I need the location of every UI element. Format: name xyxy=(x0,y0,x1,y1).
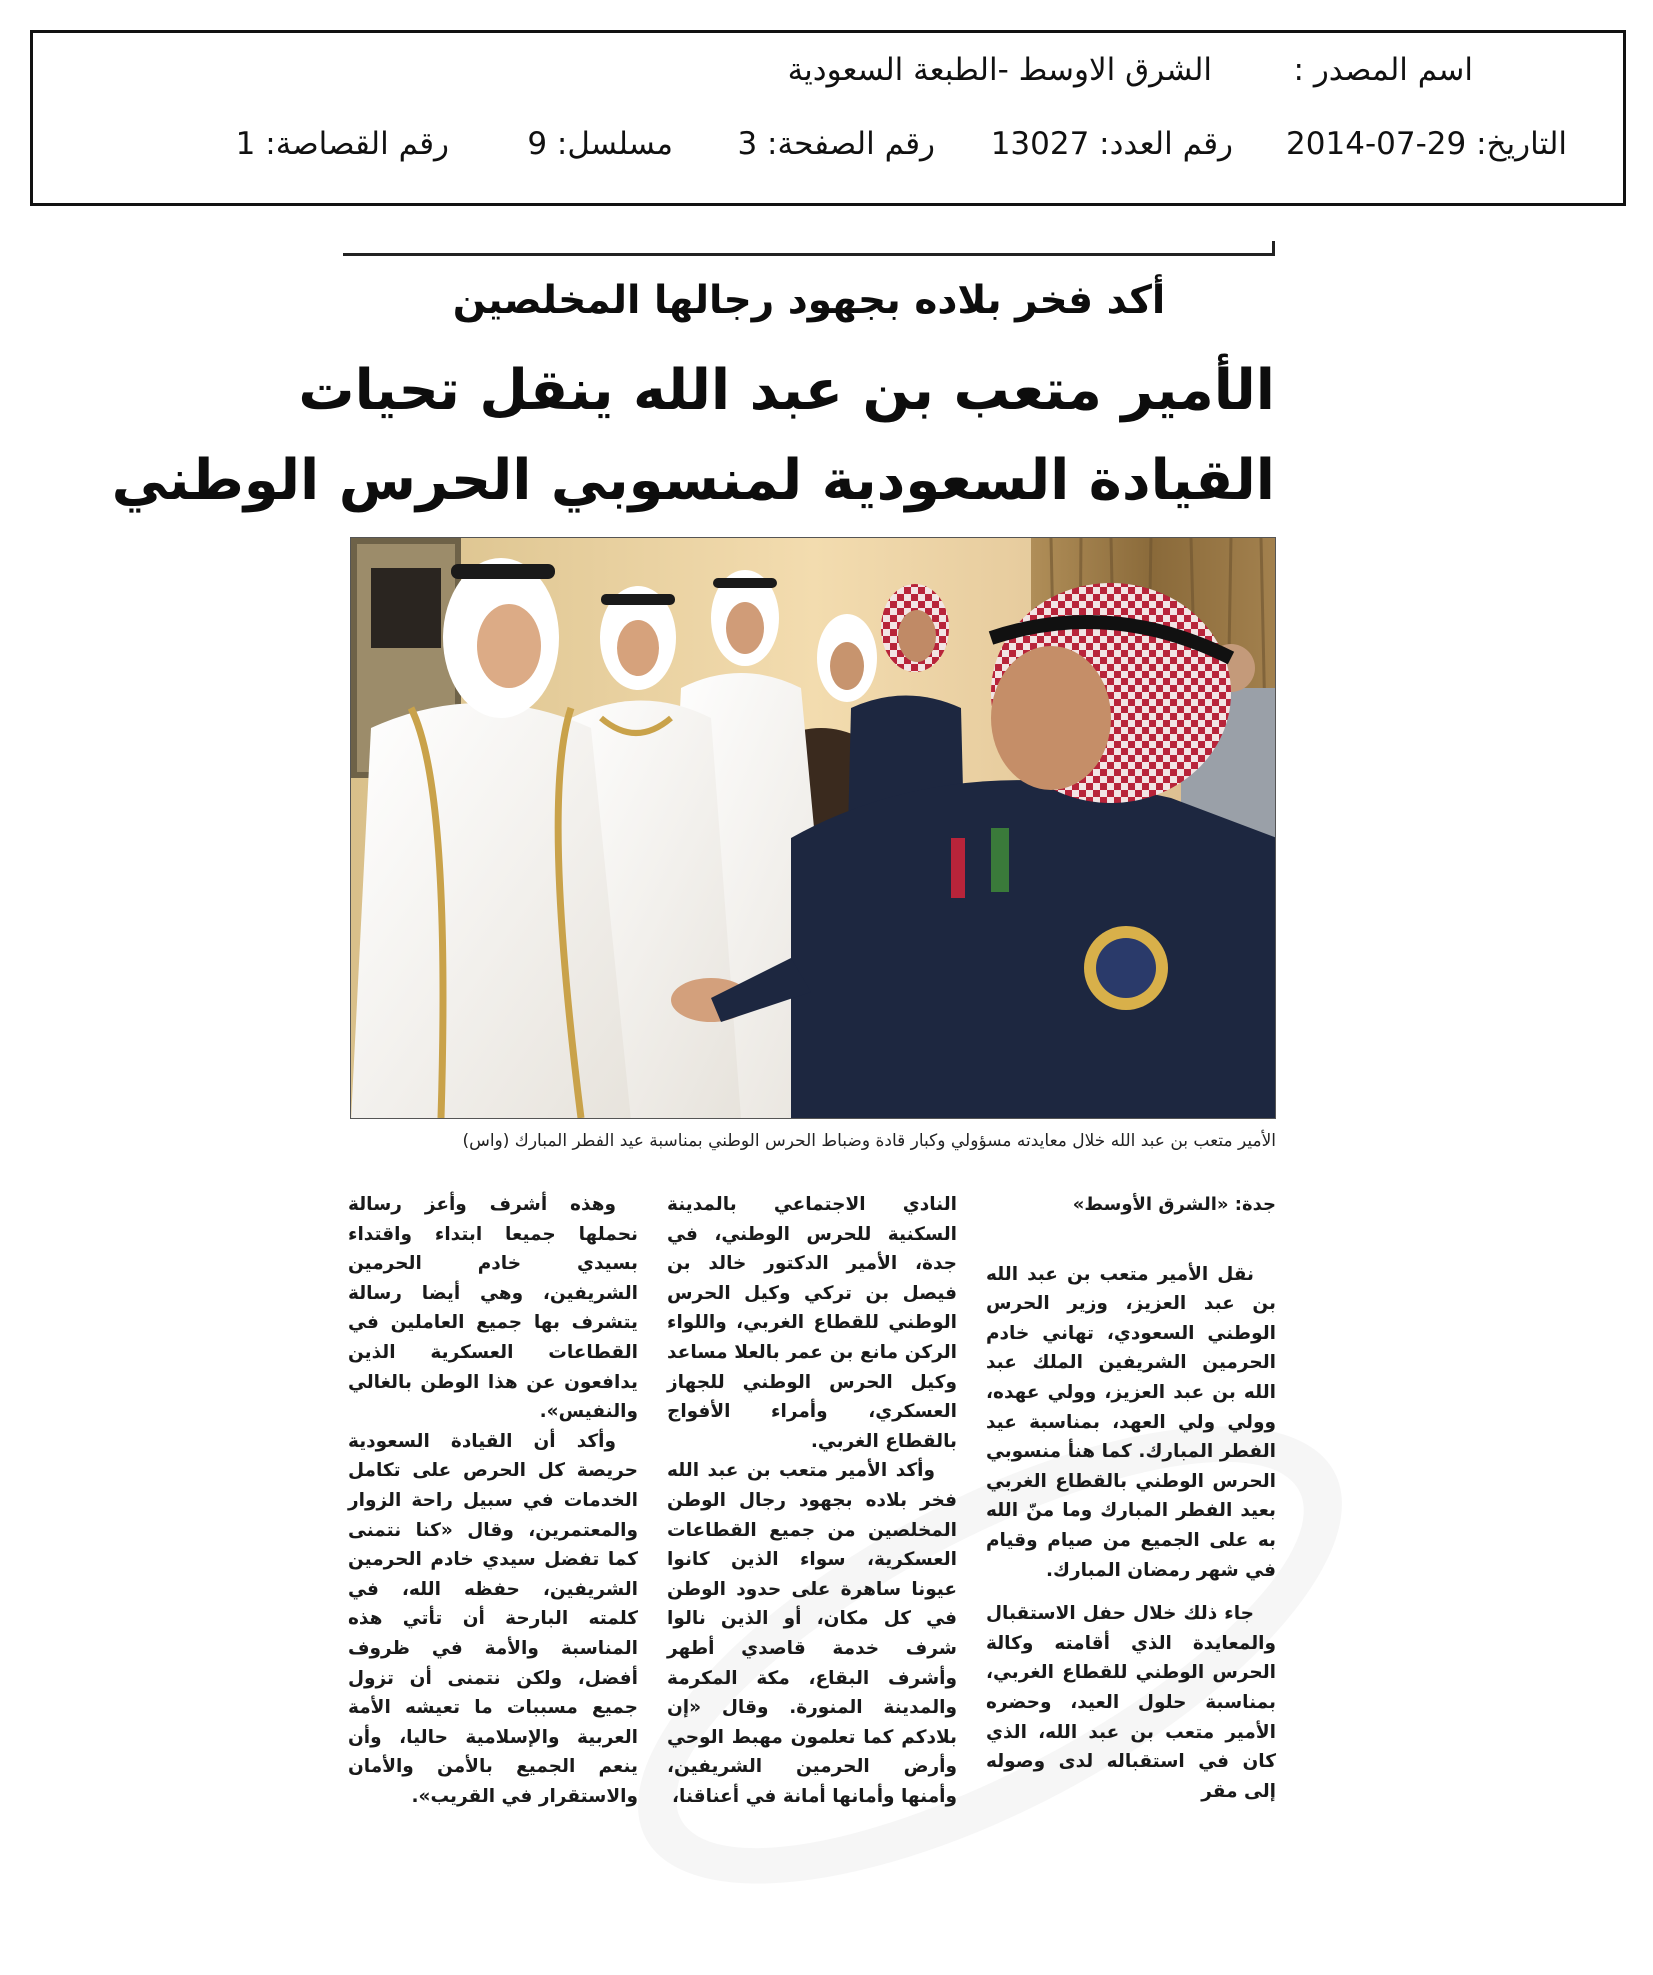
paragraph: النادي الاجتماعي بالمدينة السكنية للحرس الوطني، في جدة، الأمير الدكتور خالد بن فيصل بن تركي وكيل الحرس الوطني للقطاع الغربي، واللواء الركن مانع بن عمر بالعلا مساعد وكيل الحرس الوطني للجهاز العسكري، وأمراء الأفواج بالقطاع الغربي. xyxy=(667,1194,957,1452)
paragraph: وأكد الأمير متعب بن عبد الله فخر بلاده بجهود رجال الوطن المخلصين من جميع القطاعات العسكرية، سواء الذين كانوا عيونا ساهرة على حدود الوطن في كل مكان، أو الذين نالوا شرف خدمة قاصدي أطهر وأشرف البقاع، مكة المكرمة والمدينة المنورة. وقال «إن بلادكم كما تعلمون مهبط الوحي وأرض الحرمين الشريفين، وأمنها وأمانها أمانة في أعناقنا، xyxy=(667,1460,957,1807)
news-photo-illustration xyxy=(351,538,1276,1119)
paragraph: نقل الأمير متعب بن عبد الله بن عبد العزيز، وزير الحرس الوطني السعودي، تهاني خادم الحرمين الشريفين الملك عبد الله بن عبد العزيز، وولي عهده، وولي ولي العهد، بمناسبة عيد الفطر المبارك. كما هنأ منسوبي الحرس الوطني بالقطاع الغربي بعيد الفطر المبارك وما منّ الله به على الجميع من صيام وقيام في شهر رمضان المبارك. xyxy=(986,1263,1276,1581)
section-rule-tick xyxy=(1272,241,1275,256)
dateline: جدة: «الشرق الأوسط» xyxy=(1072,1194,1276,1215)
paragraph: وهذه أشرف وأعز رسالة نحملها جميعا ابتداء واقتداء بسيدي خادم الحرمين الشريفين، وهي أيضا رسالة يتشرف بها جميع العاملين في القطاعات العسكرية الذين يدافعون عن هذا الوطن بالغالي والنفيس». xyxy=(348,1194,638,1423)
issue-number: رقم العدد: 13027 xyxy=(990,126,1233,162)
kicker-headline: أكد فخر بلاده بجهود رجالها المخلصين xyxy=(452,278,1166,323)
article-column-2 xyxy=(667,1190,957,1811)
photo-caption: الأمير متعب بن عبد الله خلال معايدته مسؤولي وكبار قادة وضباط الحرس الوطني بمناسبة عيد الفطر المبارك (واس) xyxy=(462,1131,1276,1151)
article-column-3 xyxy=(348,1190,638,1811)
main-headline-line-1: الأمير متعب بن عبد الله ينقل تحيات xyxy=(298,358,1275,423)
section-rule xyxy=(343,253,1275,256)
news-photo xyxy=(350,537,1276,1119)
source-label: اسم المصدر : xyxy=(1293,52,1473,88)
article-column-1 xyxy=(986,1190,1276,1806)
main-headline-line-2: القيادة السعودية لمنسوبي الحرس الوطني xyxy=(111,448,1275,513)
paragraph: جاء ذلك خلال حفل الاستقبال والمعايدة الذي أقامته وكالة الحرس الوطني للقطاع الغربي، بمناسبة حلول العيد، وحضره الأمير متعب بن عبد الله، الذي كان في استقباله لدى وصوله إلى مقر xyxy=(986,1603,1276,1802)
source-value: الشرق الاوسط -الطبعة السعودية xyxy=(787,52,1212,88)
page-number: رقم الصفحة: 3 xyxy=(737,126,935,162)
clip-number: رقم القصاصة: 1 xyxy=(235,126,449,162)
paragraph: وأكد أن القيادة السعودية حريصة كل الحرص على تكامل الخدمات في سبيل راحة الزوار والمعتمرين، وقال «كنا نتمنى كما تفضل سيدي خادم الحرمين الشريفين، حفظه الله، في كلمته البارحة أن تأتي هذه المناسبة والأمة في ظروف أفضل، ولكن نتمنى أن تزول جميع مسببات ما تعيشه الأمة العربية والإسلامية حاليا، وأن ينعم الجميع بالأمن والأمان والاستقرار في القريب». xyxy=(348,1430,638,1807)
serial-number: مسلسل: 9 xyxy=(527,126,673,162)
date-field: التاريخ: 29-07-2014 xyxy=(1286,126,1567,162)
